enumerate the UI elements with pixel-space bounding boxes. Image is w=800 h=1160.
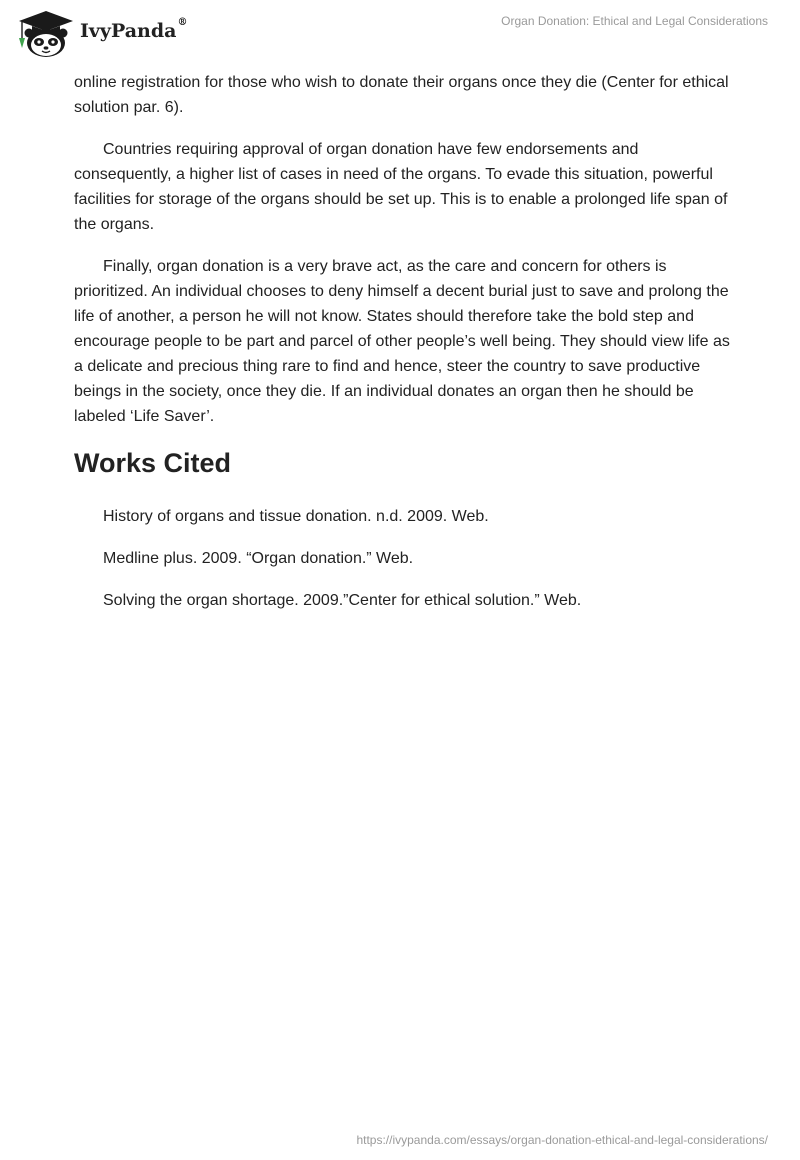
citation-entry: Medline plus. 2009. “Organ donation.” Web. [103, 550, 414, 567]
citation-entry: History of organs and tissue donation. n.d. 2009. Web. [103, 508, 489, 525]
essay-content [74, 70, 734, 630]
citation-entry: Solving the organ shortage. 2009.”Center for ethical solution.” Web. [103, 592, 582, 609]
page-header [0, 0, 800, 66]
registered-mark: ® [177, 17, 188, 28]
ivypanda-logo-icon[interactable] [16, 8, 78, 58]
paragraph: Countries requiring approval of organ donation have few endorsements and consequently, a higher list of cases in need of the organs. To evade this situation, powerful facilities for storage of the organs should be set up. This is to enable a prolonged life span of the organs. [74, 141, 728, 233]
paragraph-continued: online registration for those who wish to donate their organs once they die (Center for ethical solution par. 6). [74, 74, 729, 116]
works-cited-heading: Works Cited [74, 448, 232, 478]
brand-name[interactable] [80, 17, 188, 42]
brand-name-text: IvyPanda [80, 20, 177, 42]
document-title: Organ Donation: Ethical and Legal Considerations [501, 14, 768, 28]
footer-url-link[interactable]: https://ivypanda.com/essays/organ-donation-ethical-and-legal-considerations/ [356, 1133, 768, 1147]
paragraph: Finally, organ donation is a very brave act, as the care and concern for others is prioritized. An individual chooses to deny himself a decent burial just to save and prolong the life of another, a person he will not know. States should therefore take the bold step and encourage people to be part and parcel of other people’s well being. They should view life as a delicate and precious thing rare to find and hence, steer the country to save productive beings in the society, once they die. If an individual donates an organ then he should be labeled ‘Life Saver’. [74, 258, 730, 425]
